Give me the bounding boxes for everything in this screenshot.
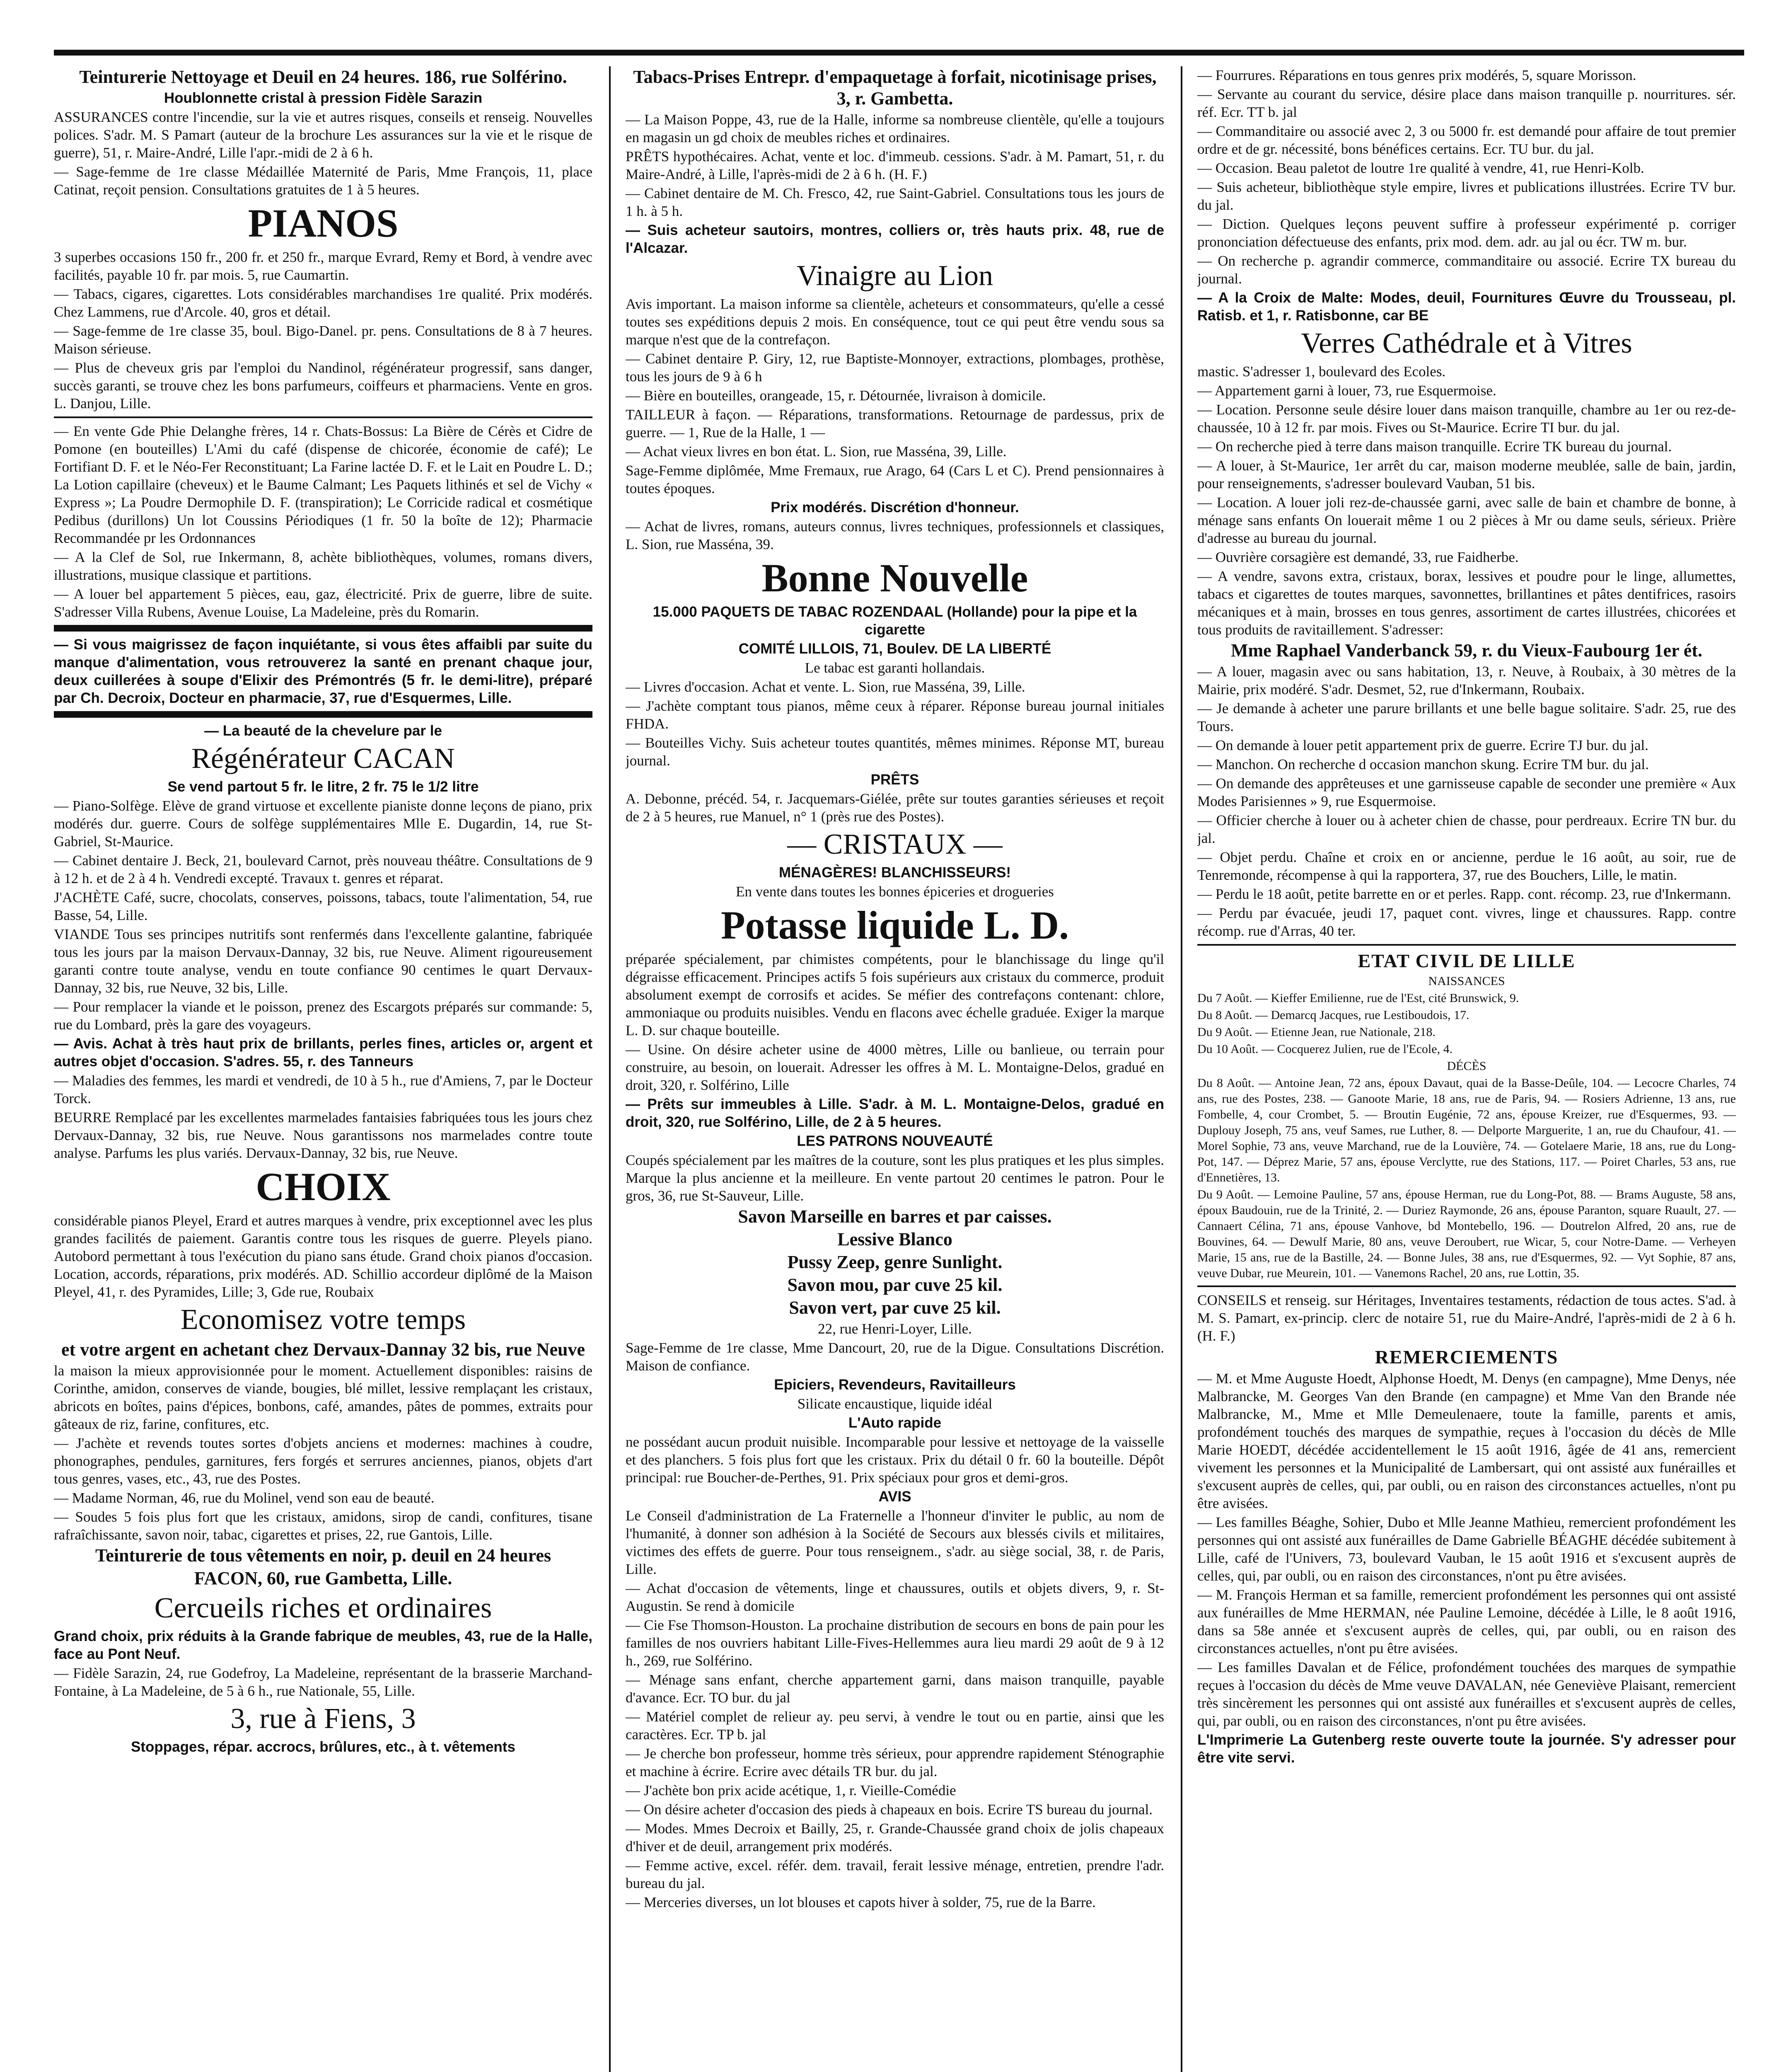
deces-9-aout: Du 9 Août. — Lemoine Pauline, 57 ans, épouse Herman, rue du Long-Pot, 88. — Brams Auguste, 58 ans, époux Baudouin, rue de la Trinité, 2. — Duriez Raymonde, 26 ans, épouse Paranton, square Ruault, 27. — Cannaert Célina, 71 ans, épouse Vanhove, bd Montebello, 196. — Doutrelon Alfred, 20 ans, rue de Bouvines, 64. — Dewulf Marie, 80 ans, veuve Deroubert, rue Wicar, 5, cour Notre-Dame. — Verheyen Marie, 15 ans, rue de la Bastille, 24. — Bonne Jules, 38 ans, rue d'Esquermes, 92. — Vyt Sophie, 87 ans, veuve Dubar, rue Meurein, 101. — Vanemons Rachel, 20 ans, rue Lottin, 35.	[1197, 1188, 1736, 1280]
ad-pianos-comptant: — J'achète comptant tous pianos, même ceux à réparer. Réponse bureau journal initiales FHDA.	[626, 698, 1164, 732]
column-1	[54, 66, 592, 2072]
ad-regenerateur-price: Se vend partout 5 fr. le litre, 2 fr. 75 le 1/2 litre	[167, 779, 479, 795]
ad-teinturerie: Teinturerie Nettoyage et Deuil en 24 heures. 186, rue Solférino.	[79, 67, 567, 87]
ad-delanghe: — En vente Gde Phie Delanghe frères, 14 r. Chats-Bossus: La Bière de Cérès et Cidre de Pomone (en bouteilles) L'Ami du café (dispense de chicorée, économie de café); Le Fortifiant D. F. et le Néo-Fer Reconstituant; La Farine lactée D. F. et le Lait en Poudre L. D.; La Lotion capillaire (cheveux) et le Baume Calmant; Les Paquets lithinés et sel de Vichy « Express »; La Poudre Dermophile D. F. (transpiration); Le Corricide radical et cosmétique Pedibus (durillons) Un lot Coussins Périodiques (1 fr. 50 la boîte de 12); Pharmacie Recommandée pr les Ordonnances	[54, 423, 592, 546]
ad-debonne: A. Debonne, précéd. 54, r. Jacquemars-Giélée, prête sur toutes garanties sérieuses et reçoit de 2 à 5 heures, rue Manuel, n° 1 (près rue des Postes).	[626, 791, 1164, 825]
ad-economisez-body: la maison la mieux approvisionnée pour le moment. Actuellement disponibles: raisins de Corinthe, amidon, conserves de viande, bougies, blé millet, lessive remplaçant les cristaux, abricots en boîtes, pains d'épices, bonbons, café, amandes, pâtes de pommes, extraits pour gâteaux de riz, farine, confitures, etc.	[54, 1363, 592, 1432]
ad-objets-anciens: — J'achète et revends toutes sortes d'objets anciens et modernes: machines à coudre, phonographes, pendules, garnitures, fers forgés et serrures anciennes, pianos, objets d'art tous genres, vases, etc., 43, rue des Postes.	[54, 1435, 592, 1487]
ad-livres: — Achat de livres, romans, auteurs connus, livres techniques, professionnels et classiques, L. Sion, rue Masséna, 39.	[626, 518, 1164, 552]
ad-choix-body: considérable pianos Pleyel, Erard et autres marques à vendre, prix exceptionnel avec les plus grandes facilités de paiement. Garantis contre tous les risques de guerre. Pleyels piano. Autobord permettant à tous l'exécution du piano sans étude. Grand choix pianos d'occasion. Location, accords, réparations, prix modérés. AD. Schillio accordeur diplômé de la Maison Pleyel, 41, r. des Pyramides, Lille; 3, Gde rue, Roubaix	[54, 1213, 592, 1300]
ad-assurances: ASSURANCES contre l'incendie, sur la vie et autres risques, conseils et renseig. Nouvelles polices. S'adr. M. S Pamart (auteur de la brochure Les assurances sur la vie et le risque de guerre), 51, r. Maire-André, Lille l'apr.-midi de 2 à 6 h.	[54, 109, 592, 161]
ad-bonne-nouvelle-title: Bonne Nouvelle	[761, 556, 1028, 600]
ad-maladies: — Maladies des femmes, les mardi et vendredi, de 10 à 5 h., rue d'Amiens, 7, par le Docteur Torck.	[54, 1072, 592, 1106]
ad-comite-lillois: COMITÉ LILLOIS, 71, Boulev. DE LA LIBERTÉ	[738, 641, 1051, 657]
ad-a-louer: — A louer bel appartement 5 pièces, eau, gaz, électricité. Prix de guerre, libre de suite. S'adresser Villa Rubens, Avenue Louise, La Madeleine, près du Romarin.	[54, 586, 592, 620]
ad-biere: — Bière en bouteilles, orangeade, 15, r. Détournée, livraison à domicile.	[626, 387, 1046, 404]
thick-rule	[54, 711, 592, 718]
ad-bouteilles-vichy: — Bouteilles Vichy. Suis acheteur toutes quantités, mêmes minimes. Réponse MT, bureau journal.	[626, 735, 1164, 769]
ad-paletot: — Occasion. Beau paletot de loutre 1re qualité à vendre, 41, rue Henri-Kolb.	[1197, 160, 1644, 176]
ad-magasin-roubaix: — A louer, magasin avec ou sans habitation, 13, r. Neuve, à Roubaix, à 30 mètres de la Mairie, prix modéré. S'adr. Desmet, 52, rue d'Inkermann, Roubaix.	[1197, 663, 1736, 697]
ad-fourrures: — Fourrures. Réparations en tous genres prix modérés, 5, square Morisson.	[1197, 67, 1636, 83]
naissance-7-aout: Du 7 Août. — Kieffer Emilienne, rue de l'Est, cité Brunswick, 9.	[1197, 991, 1519, 1005]
column-divider	[1181, 66, 1182, 2072]
naissance-9-aout: Du 9 Août. — Etienne Jean, rue Nationale, 218.	[1197, 1025, 1436, 1039]
ad-lessive-blanco: Lessive Blanco	[837, 1229, 952, 1249]
ad-usine: — Usine. On désire acheter usine de 4000 mètres, Lille ou banlieue, ou terrain pour construire, au besoin, on louerait. Adresser les offres à M. L. Montaigne-Delos, gradué en droit, 320, r. Solférino, Lille	[626, 1041, 1164, 1093]
ad-beurre: BEURRE Remplacé par les excellentes marmelades fantaisies fabriquées tous les jours chez Dervaux-Dannay, 32 bis, rue Neuve. Nous garantissons nos marmelades contre toute analyse. Parfums les plus variés. Dervaux-Dannay, 32 bis, rue Neuve.	[54, 1109, 592, 1161]
ad-potasse-title: Potasse liquide L. D.	[720, 903, 1069, 947]
ad-location-2: — Location. A louer joli rez-de-chaussée garni, avec salle de bain et chambre de bonne, à ménage sans enfants On louerait même 1 ou 2 pièces à Mr ou dame seuls, sérieux. Prière d'adresse au bureau du journal.	[1197, 494, 1736, 546]
naissance-10-aout: Du 10 Août. — Cocquerez Julien, rue de l'Ecole, 4.	[1197, 1042, 1453, 1056]
ad-avis-title: AVIS	[878, 1489, 911, 1505]
ad-sage-femme-1: — Sage-femme de 1re classe Médaillée Maternité de Paris, Mme François, 11, place Catinat, reçoit pension. Consultations gratuites de 1 à 5 heures.	[54, 164, 592, 198]
ad-professeur: — Je cherche bon professeur, homme très sérieux, pour apprendre rapidement Sténographie et machine à écrire. Ecrire avec détails TR bur. du jal.	[626, 1745, 1164, 1779]
ad-patrons-title: LES PATRONS NOUVEAUTÉ	[797, 1133, 993, 1149]
ad-prets-title: PRÊTS	[870, 772, 919, 788]
ad-fraternelle: Le Conseil d'administration de La Fraternelle a l'honneur d'inviter le public, au nom de l'humanité, à donner son adhésion à la Société de Secours aux blessés civils et militaires, victimes des effets de guerre. Pour tous renseignem., s'adr. au siège social, 38, r. de Paris, Lille.	[626, 1508, 1164, 1577]
ad-barrette: — Perdu le 18 août, petite barrette en or et perles. Rapp. cont. récomp. 23, rue d'Inkermann.	[1197, 886, 1731, 902]
ad-associe: — On recherche p. agrandir commerce, commanditaire ou associé. Ecrire TX bureau du journal.	[1197, 253, 1736, 287]
ad-fidele-sarazin: — Fidèle Sarazin, 24, rue Godefroy, La Madeleine, représentant de la brasserie Marchand-Fontaine, à La Madeleine, de 5 à 6 h., rue Nationale, 55, Lille.	[54, 1665, 592, 1699]
ad-pianos-title: PIANOS	[248, 201, 399, 245]
ad-bibliotheque: — Suis acheteur, bibliothèque style empire, livres et publications illustrées. Ecrire TV bur. du jal.	[1197, 179, 1736, 213]
ad-piano-solfege: — Piano-Solfège. Elève de grand virtuose et excellente pianiste donne leçons de piano, prix modérés dur. guerre. Cours de solfège supplémentaires Mlle E. Dugardin, 14, rue St-Gabriel, St-Maurice.	[54, 798, 592, 850]
column-3	[1197, 66, 1736, 2072]
ad-savon-vert: Savon vert, par cuve 25 kil.	[789, 1297, 1001, 1318]
naissances-heading: NAISSANCES	[1428, 974, 1505, 988]
remerciements-title: REMERCIEMENTS	[1375, 1346, 1559, 1368]
ad-verres-title: Verres Cathédrale et à Vitres	[1301, 327, 1632, 359]
remerciement-beaghe: — Les familles Béaghe, Sohier, Dubo et Mlle Jeanne Mathieu, remercient profondément les personnes qui ont assisté aux funérailles de Dame Gabrielle BÉAGHE décédée subitement à Lille, café de l'Univers, 73, boulevard Vauban, le 15 août 1916 et s'excusent auprès de celles, qui, par oubli, ou en raison des circonstances, n'ont pu être avisées.	[1197, 1514, 1736, 1584]
ad-a-vendre-savons: — A vendre, savons extra, cristaux, borax, lessives et poudre pour le linge, allumettes, tabacs et cigarettes de toutes marques, savonnettes, brillantines et pâtes dentifrices, rasoirs mécaniques et à main, brosses en tous genres, assortiment de cartes illustrées, chicorées et tous produits de ravitaillement. S'adresser:	[1197, 568, 1736, 638]
ad-tailleur: TAILLEUR à façon. — Réparations, transformations. Retournage de pardessus, prix de guerre. — 1, Rue de la Halle, 1 —	[626, 407, 1164, 441]
ad-en-vente: En vente dans toutes les bonnes épiceries et drogueries	[736, 884, 1054, 900]
ad-economisez-title: Economisez votre temps	[180, 1304, 466, 1336]
ad-menage: — Ménage sans enfant, cherche appartement garni, dans maison tranquille, payable d'avance. Ecr. TO bur. du jal	[626, 1672, 1164, 1706]
ad-manchon: — Manchon. On recherche d occasion manchon skung. Ecrire TM bur. du jal.	[1197, 756, 1649, 772]
ad-vinaigre-body: Avis important. La maison informe sa clientèle, acheteurs et consommateurs, qu'elle a cessé toutes ses expéditions depuis 2 mois. En conséquence, tout ce qui peut être vendu sous sa marque n'est que de la contrefaçon.	[626, 296, 1164, 348]
ad-savon-marseille: Savon Marseille en barres et par caisses.	[738, 1206, 1052, 1227]
ad-prix-moderes: Prix modérés. Discrétion d'honneur.	[771, 499, 1019, 516]
remerciement-davalan: — Les familles Davalan et de Félice, profondément touchées des marques de sympathie reçues à l'occasion du décès de Mme veuve DAVALAN, née Geneviève Plaisant, remercient très sincèrement les personnes qui ont assisté aux funérailles et s'excusent auprès de celles, qui, par oubli, ou en raison des circonstances, n'ont pu être avisées.	[1197, 1659, 1736, 1729]
ad-thomson-houston: — Cie Fse Thomson-Houston. La prochaine distribution de secours en bons de pain pour les familles de nos ouvriers habitant Lille-Fives-Hellemmes aura lieu mardi 29 août de 9 à 12 h., 269, rue Solférino.	[626, 1617, 1164, 1669]
rule	[54, 416, 592, 418]
ad-relieur: — Matériel complet de relieur ay. peu servi, à vendre le tout ou en partie, ainsi que les caractères. Ecr. TP b. jal	[626, 1709, 1164, 1743]
ad-savon-mou: Savon mou, par cuve 25 kil.	[787, 1275, 1003, 1295]
ad-vieux-livres: — Achat vieux livres en bon état. L. Sion, rue Masséna, 39, Lille.	[626, 443, 1007, 460]
ad-elixir: — Si vous maigrissez de façon inquiétante, si vous êtes affaibli par suite du manque d'alimentation, vous retrouverez la santé en prenant chaque jour, deux cuillerées à soupe d'Elixir des Prémontrés (5 fr. le demi-litre), préparé par Ch. Decroix, Docteur en pharmacie, 37, rue d'Esquermes, Lille.	[54, 637, 592, 706]
ad-tabac-rozendaal: 15.000 PAQUETS DE TABAC ROZENDAAL (Hollande) pour la pipe et la cigarette	[653, 604, 1137, 638]
ad-cabinet-giry: — Cabinet dentaire P. Giry, 12, rue Baptiste-Monnoyer, extractions, plombages, prothèse, tous les jours de 9 à 6 h	[626, 351, 1164, 385]
ad-croix-de-malte: — A la Croix de Malte: Modes, deuil, Fournitures Œuvre du Trousseau, pl. Ratisb. et 1, r. Ratisbonne, car BE	[1197, 290, 1736, 324]
ad-clef-de-sol: — A la Clef de Sol, rue Inkermann, 8, achète bibliothèques, volumes, romans divers, illustrations, musique classique et partitions.	[54, 549, 592, 583]
ad-jachete: J'ACHÈTE Café, sucre, chocolats, conserves, poissons, tabacs, toute l'alimentation, 54, rue Basse, 54, Lille.	[54, 889, 592, 923]
column-divider	[609, 66, 611, 2072]
ad-nandinol: — Plus de cheveux gris par l'emploi du Nandinol, régénérateur progressif, sans danger, succès garanti, se trouve chez les bons parfumeurs, coiffeurs et pharmaciens. Vente en gros. L. Danjou, Lille.	[54, 360, 592, 411]
ad-regenerateur-title: Régénérateur CACAN	[191, 743, 455, 775]
deces-heading: DÉCÈS	[1447, 1059, 1486, 1073]
column-2	[626, 66, 1164, 2072]
ad-vinaigre-title: Vinaigre au Lion	[797, 260, 993, 292]
ad-choix-title: CHOIX	[256, 1164, 391, 1209]
ad-imprimerie: L'Imprimerie La Gutenberg reste ouverte toute la journée. S'y adresser pour être vite servi.	[1197, 1732, 1736, 1766]
ad-pianos-body: 3 superbes occasions 150 fr., 200 fr. et 250 fr., marque Evrard, Remy et Bord, à vendre avec facilités, payable 10 fr. par mois. 5, rue Caumartin.	[54, 249, 592, 283]
ad-femme-active: — Femme active, excel. référ. dem. travail, ferait lessive ménage, entretien, prendre l'adr. bureau du jal.	[626, 1857, 1164, 1891]
ad-parure: — Je demande à acheter une parure brillants et une belle bague solitaire. S'adr. 25, rue des Tours.	[1197, 700, 1736, 734]
ad-acide: — J'achète bon prix acide acétique, 1, r. Vieille-Comédie	[626, 1782, 956, 1798]
ad-paquet: — Perdu par évacuée, jeudi 17, paquet cont. vivres, linge et chaussures. Rapp. contre récomp. rue d'Arras, 40 ter.	[1197, 905, 1736, 939]
ad-commanditaire: — Commanditaire ou associé avec 2, 3 ou 5000 fr. est demandé pour affaire de tout premier ordre et de gr. nécessité, bons bénéfices certains. Ecr. TU bur. du jal.	[1197, 123, 1736, 157]
ad-patrons-body: Coupés spécialement par les maîtres de la couture, sont les plus pratiques et les plus simples. Marque la plus ancienne et la meilleure. En vente partout 20 centimes le patron. Pour le gros, 36, rue St-Sauveur, Lille.	[626, 1152, 1164, 1204]
deces-8-aout: Du 8 Août. — Antoine Jean, 72 ans, époux Davaut, quai de la Basse-Deûle, 104. — Lecocre Charles, 74 ans, rue des Postes, 238. — Ganoote Marie, 18 ans, rue de Paris, 94. — Rosiers Adrienne, 13 ans, rue Fombelle, 4, cour Crombet, 5. — Broutin Eugénie, 72 ans, épouse Kreizer, rue d'Esquermes, 93. — Duplouy Joseph, 75 ans, veuf Sames, rue Luther, 8. — Delporte Marguerite, 1 an, rue du Chaufour, 41. — Morel Sophie, 73 ans, veuve Marchand, rue de la Louvière, 74. — Gotelaere Marie, 18 ans, rue du Long-Pot, 147. — Déprez Marie, 57 ans, épouse Verclytte, rue des Stations, 117. — Poiret Charles, 53 ans, rue d'Ennetières, 13.	[1197, 1076, 1736, 1184]
rule	[1197, 944, 1736, 946]
ad-cercueils-body: Grand choix, prix réduits à la Grande fabrique de meubles, 43, rue de la Halle, face au Pont Neuf.	[54, 1628, 592, 1662]
ad-petit-appartement: — On demande à louer petit appartement prix de guerre. Ecrire TJ bur. du jal.	[1197, 737, 1648, 753]
ad-viande: VIANDE Tous ses principes nutritifs sont renfermés dans l'excellente galantine, fabriquée tous les jours par la maison Dervaux-Dannay, 32 bis, rue Neuve. Aliment rigoureusement garanti contre toute analyse, vendu en toute confiance 90 centimes le quart Dervaux-Dannay, 32 bis, rue Neuve, 32 bis, Lille.	[54, 926, 592, 996]
ad-soudes: — Soudes 5 fois plus fort que les cristaux, amidons, sirop de candi, confitures, tisane rafraîchissante, savon noir, tabac, cigarettes et prises, 22, rue Gantois, Lille.	[54, 1509, 592, 1543]
ad-maison-poppe: — La Maison Poppe, 43, rue de la Halle, informe sa nombreuse clientèle, qu'elle a toujours en magasin un gd choix de meubles riches et ordinaires.	[626, 111, 1164, 145]
ad-vanderbanck: Mme Raphael Vanderbanck 59, r. du Vieux-Faubourg 1er ét.	[1231, 640, 1702, 661]
ad-sage-femme-dancourt: Sage-Femme de 1re classe, Mme Dancourt, 20, rue de la Digue. Consultations Discrétion. Maison de confiance.	[626, 1340, 1164, 1374]
ad-brillants: — Avis. Achat à très haut prix de brillants, perles fines, articles or, argent et autres objet d'occasion. S'adres. 55, r. des Tanneurs	[54, 1036, 592, 1070]
ad-appreteuses: — On demande des apprêteuses et une garnisseuse capable de seconder une première « Aux Modes Parisiennes » 9, rue Esquermoise.	[1197, 775, 1736, 809]
ad-cristaux-title: — CRISTAUX —	[787, 828, 1003, 860]
ad-prets: PRÊTS hypothécaires. Achat, vente et loc. d'immeub. cessions. S'adr. à M. Pamart, 51, r. du Maire-André, à Lille, l'après-midi de 2 à 6 h. (H. F.)	[626, 148, 1164, 182]
ad-houblonnette: Houblonnette cristal à pression Fidèle Sarazin	[164, 90, 483, 106]
ad-stoppages: Stoppages, répar. accrocs, brûlures, etc., à t. vêtements	[131, 1739, 515, 1755]
ad-tabacs: — Tabacs, cigares, cigarettes. Lots considérables marchandises 1re qualité. Prix modérés. Chez Lammens, rue d'Arcole. 40, gros et détail.	[54, 286, 592, 320]
ad-prets-immeubles: — Prêts sur immeubles à Lille. S'adr. à M. L. Montaigne-Delos, gradué en droit, 320, rue Solférino, Lille, de 2 à 5 heures.	[626, 1096, 1164, 1130]
ad-auto-rapide-body: ne possédant aucun produit nuisible. Incomparable pour lessive et nettoyage de la vaisselle et des planchers. 5 fois plus fort que les cristaux. Prix du détail 0 fr. 60 la bouteille. Dépôt principal: rue Boucher-de-Perthes, 91. Prix spéciaux pour gros et demi-gros.	[626, 1434, 1164, 1486]
top-rule	[54, 50, 1744, 56]
ad-cercueils-title: Cercueils riches et ordinaires	[154, 1592, 492, 1624]
ad-teinturerie-2: Teinturerie de tous vêtements en noir, p. deuil en 24 heures	[95, 1545, 551, 1566]
ad-silicate: Silicate encaustique, liquide idéal	[797, 1396, 993, 1412]
ad-escargots: — Pour remplacer la viande et le poisson, prenez des Escargots préparés sur commande: 5, rue du Lombard, près la gare des voyageurs.	[54, 999, 592, 1033]
naissance-8-aout: Du 8 Août. — Demarcq Jacques, rue Lestiboudois, 17.	[1197, 1008, 1470, 1022]
ad-facon: FACON, 60, rue Gambetta, Lille.	[194, 1568, 452, 1588]
ad-diction: — Diction. Quelques leçons peuvent suffire à professeur expérimenté p. corriger prononciation défectueuse des enfants, prix mod. dem. adr. au jal ou écr. TW m. bur.	[1197, 216, 1736, 250]
ad-location-1: — Location. Personne seule désire louer dans maison tranquille, chambre au 1er ou rez-de-chaussée, 10 à 12 fr. par mois. Fives ou St-Maurice. Ecrire TI bur. du jal.	[1197, 402, 1736, 436]
ad-verres-body: mastic. S'adresser 1, boulevard des Ecoles.	[1197, 363, 1446, 380]
ad-a-louer-st-maurice: — A louer, à St-Maurice, 1er arrêt du car, maison moderne meublée, salle de bain, jardin, pour renseignements, s'adresser boulevard Vauban, 51 bis.	[1197, 457, 1736, 491]
ad-menageres: MÉNAGÈRES! BLANCHISSEURS!	[778, 864, 1011, 881]
ad-epiciers: Epiciers, Revendeurs, Ravitailleurs	[774, 1377, 1016, 1393]
ad-pussy-zeep: Pussy Zeep, genre Sunlight.	[787, 1252, 1003, 1272]
ad-livres-occasion: — Livres d'occasion. Achat et vente. L. Sion, rue Masséna, 39, Lille.	[626, 679, 1025, 695]
ad-chevelure: — La beauté de la chevelure par le	[204, 723, 442, 739]
remerciement-herman: — M. François Herman et sa famille, remercient profondément les personnes qui ont assisté aux funérailles de Mme HERMAN, née Pauline Lemoine, décédée à Lille, le 8 août 1916, dans sa 58e année et s'excusent auprès de celles, qui, par oubli, ou en raison des circonstances actuelles, n'ont pu être avisées.	[1197, 1587, 1736, 1656]
ad-modes: — Modes. Mmes Decroix et Bailly, 25, r. Grande-Chaussée grand choix de jolis chapeaux d'hiver et de deuil, arrangement prix modérés.	[626, 1820, 1164, 1854]
ad-servante: — Servante au courant du service, désire place dans maison tranquille p. nourritures. sér. réf. Ecr. TT b. jal	[1197, 86, 1736, 120]
etat-civil-title: ETAT CIVIL DE LILLE	[1358, 950, 1576, 971]
rule	[1197, 1285, 1736, 1287]
ad-madame-norman: — Madame Norman, 46, rue du Molinel, vend son eau de beauté.	[54, 1490, 435, 1506]
remerciement-hoedt: — M. et Mme Auguste Hoedt, Alphonse Hoedt, M. Denys (en campagne), Mme Denys, née Malbrancke, M. Georges Van den Brande (en campagne) et Mme Van den Brande née Malbrancke, M., Mme et Mlle Demeulenaere, toute la famille, parents et amis, profondément touchés des marques de sympathie, reçues à l'occasion du décès de Mlle Marie HOEDT, décédée accidentellement le 15 août 1916, âgée de 41 ans, remercient vivement les personnes et la Municipalité de Lambersart, qui ont assisté aux funérailles et s'excusent auprès de celles, qui, par oubli, ou en raison des circonstances actuelles, n'ont pu être avisées.	[1197, 1370, 1736, 1511]
ad-potasse-body: préparée spécialement, par chimistes compétents, pour le blanchissage du linge qu'il dégraisse efficacement. Principes actifs 5 fois supérieurs aux cristaux du commerce, produit absolument exempt de corrosifs et acides. Se méfier des contrefaçons contenant: chlore, ammoniaque ou produits nuisibles. Vendu en flacons avec échelle graduée. Exiger la marque L. D. sur chaque bouteille.	[626, 951, 1164, 1038]
ad-appartement-garni: — Appartement garni à louer, 73, rue Esquermoise.	[1197, 382, 1496, 399]
ad-cabinet-beck: — Cabinet dentaire J. Beck, 21, boulevard Carnot, près nouveau théâtre. Consultations de 9 à 12 h. et de 2 à 4 h. Vendredi excepté. Travaux t. genres et réparat.	[54, 852, 592, 886]
ad-officier: — Officier cherche à louer ou à acheter chien de chasse, pour perdreaux. Ecrire TN bur. du jal.	[1197, 812, 1736, 846]
ad-conseils: CONSEILS et renseig. sur Héritages, Inventaires testaments, rédaction de tous actes. S'ad. à M. S. Pamart, ex-princip. clerc de notaire 51, rue du Maire-André, l'après-midi de 2 à 6 h. (H. F.)	[1197, 1292, 1736, 1344]
ad-votre-argent: et votre argent en achetant chez Dervaux-Dannay 32 bis, rue Neuve	[61, 1339, 585, 1360]
ad-henri-loyer: 22, rue Henri-Loyer, Lille.	[818, 1321, 972, 1337]
ad-sautoirs: — Suis acheteur sautoirs, montres, colliers or, très hauts prix. 48, rue de l'Alcazar.	[626, 222, 1164, 256]
ad-cabinet-fresco: — Cabinet dentaire de M. Ch. Fresco, 42, rue Saint-Gabriel. Consultations tous les jours de 1 h. à 5 h.	[626, 185, 1164, 219]
ad-merceries: — Merceries diverses, un lot blouses et capots hiver à solder, 75, rue de la Barre.	[626, 1894, 1096, 1910]
newspaper-page	[54, 50, 1744, 2072]
ad-ouvriere: — Ouvrière corsagière est demandé, 33, rue Faidherbe.	[1197, 549, 1519, 565]
thick-rule	[54, 625, 592, 632]
ad-pied-a-terre: — On recherche pied à terre dans maison tranquille. Ecrire TK bureau du journal.	[1197, 438, 1672, 455]
ad-sage-femme-2: — Sage-femme de 1re classe 35, boul. Bigo-Danel. pr. pens. Consultations de 8 à 7 heures. Maison sérieuse.	[54, 323, 592, 357]
ad-sage-femme-fremaux: Sage-Femme diplômée, Mme Fremaux, rue Arago, 64 (Cars L et C). Prend pensionnaires à toutes époques.	[626, 462, 1164, 496]
ad-tabacs-prises: Tabacs-Prises Entrepr. d'empaquetage à forfait, nicotinisage prises, 3, r. Gambetta.	[633, 67, 1157, 109]
ad-pieds-chapeaux: — On désire acheter d'occasion des pieds à chapeaux en bois. Ecrire TS bureau du journal.	[626, 1801, 1153, 1818]
ad-objet-perdu: — Objet perdu. Chaîne et croix en or ancienne, perdue le 16 août, au soir, rue de Tenremonde, récompense à qui la rapportera, 37, rue des Bouchers, Lille, le matin.	[1197, 849, 1736, 883]
ad-achat-vetements: — Achat d'occasion de vêtements, linge et chaussures, outils et objets divers, 9, r. St-Augustin. Se rend à domicile	[626, 1580, 1164, 1614]
ad-auto-rapide: L'Auto rapide	[848, 1415, 942, 1431]
ad-tabac-garanti: Le tabac est garanti hollandais.	[805, 660, 985, 676]
ad-rue-a-fiens: 3, rue à Fiens, 3	[230, 1703, 416, 1735]
